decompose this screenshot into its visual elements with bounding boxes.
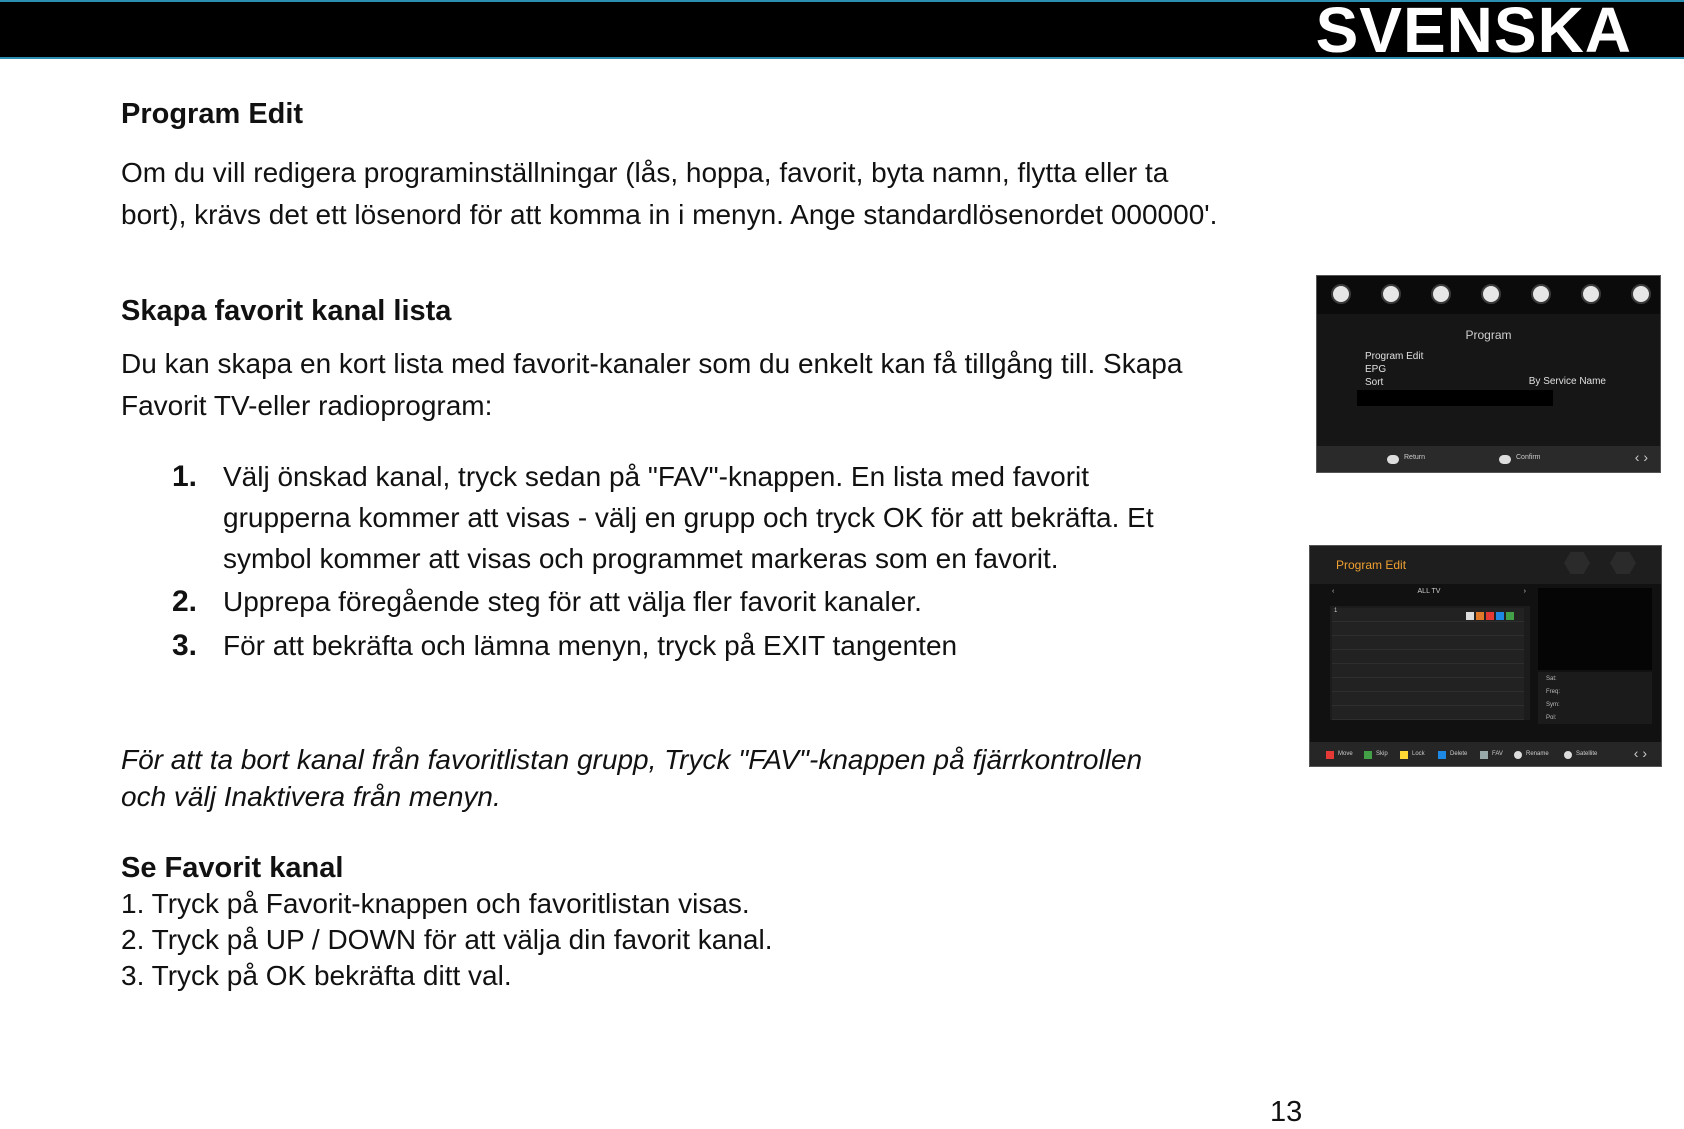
confirm-label: Confirm xyxy=(1516,454,1541,461)
check-icon xyxy=(1481,284,1501,304)
program-menu-screenshot xyxy=(1316,275,1661,473)
page-number: 13 xyxy=(1270,1096,1303,1128)
step-number: 3. xyxy=(172,629,198,662)
hexagon-decoration-icon xyxy=(1564,552,1590,574)
list-item xyxy=(1332,650,1524,664)
step-text: grupperna kommer att visas - välj en grupp och tryck OK för att bekräfta. Et xyxy=(223,502,1154,533)
see-favorite-item-2: 2. Tryck på UP / DOWN för att välja din favorit kanal. xyxy=(121,924,773,955)
step-number: 1. xyxy=(172,460,198,493)
rename-label: Rename xyxy=(1526,751,1549,757)
fav-label: FAV xyxy=(1492,751,1503,757)
program-menu-list xyxy=(1365,350,1423,389)
list-item xyxy=(1332,692,1524,706)
info-sat: Sat: xyxy=(1546,676,1557,682)
green-key-icon xyxy=(1364,751,1372,759)
program-edit-heading: Program Edit xyxy=(121,98,304,130)
remove-note-line-1: För att ta bort kanal från favoritlistan grupp, Tryck "FAV"-knappen på fjärrkontrollen xyxy=(121,744,1143,775)
color-key-footer xyxy=(1310,742,1661,766)
step-text: Välj önskad kanal, tryck sedan på "FAV"-knappen. En lista med favorit xyxy=(223,461,1090,492)
channel-info xyxy=(1538,672,1652,724)
channel-number: 1 xyxy=(1334,608,1338,614)
screen-title: Program xyxy=(1465,328,1512,342)
lock-label: Lock xyxy=(1412,751,1425,757)
skip-icon xyxy=(1506,612,1514,620)
program-edit-line-1: Om du vill redigera programinställningar (lås, hoppa, favorit, byta namn, flytta eller ta xyxy=(121,157,1169,188)
navigation-arrows-icon: ‹ › xyxy=(1633,745,1647,761)
favorite-list-line-1: Du kan skapa en kort lista med favorit-kanaler som du enkelt kan få tillgång till. Skapa xyxy=(121,348,1183,379)
chevron-left-icon: ‹ xyxy=(1332,588,1335,595)
blank-row xyxy=(1357,390,1553,406)
blue-key-icon xyxy=(1438,751,1446,759)
chevron-right-icon: › xyxy=(1523,588,1526,595)
skip-label: Skip xyxy=(1376,751,1388,757)
language-label: SVENSKA xyxy=(1315,0,1632,66)
list-item xyxy=(1332,664,1524,678)
info-sym: Sym: xyxy=(1546,702,1560,708)
list-item xyxy=(1332,706,1524,720)
star-icon xyxy=(1486,612,1494,620)
menu-item-sort: Sort xyxy=(1365,377,1384,388)
menu-item-epg: EPG xyxy=(1365,364,1387,375)
move-label: Move xyxy=(1338,751,1353,757)
navigation-arrows-icon: ‹ › xyxy=(1634,449,1648,465)
program-edit-screenshot xyxy=(1309,545,1662,767)
menu-item-program-edit: Program Edit xyxy=(1365,351,1424,362)
hexagon-decoration-icon xyxy=(1610,552,1636,574)
see-favorite-item-1: 1. Tryck på Favorit-knappen och favoritlistan visas. xyxy=(121,888,750,919)
program-edit-line-2: bort), krävs det ett lösenord för att komma in i menyn. Ange standardlösenordet 000000'. xyxy=(121,199,1218,230)
satellite-label: Satellite xyxy=(1576,751,1598,757)
see-favorite-item-3: 3. Tryck på OK bekräfta ditt val. xyxy=(121,960,512,991)
remove-note-line-2: och välj Inaktivera från menyn. xyxy=(121,781,501,812)
satellite-key-icon xyxy=(1564,751,1572,759)
checkmark-icon xyxy=(1466,612,1474,620)
group-name: ALL TV xyxy=(1417,588,1441,595)
fav-icon xyxy=(1476,612,1484,620)
see-favorite-heading: Se Favorit kanal xyxy=(121,852,344,884)
rename-key-icon xyxy=(1514,751,1522,759)
ok-button-icon xyxy=(1499,455,1511,464)
menu-icon-bar xyxy=(1317,276,1660,314)
step-text: För att bekräfta och lämna menyn, tryck på EXIT tangenten xyxy=(223,630,958,661)
program-icon xyxy=(1381,284,1401,304)
step-number: 2. xyxy=(172,585,198,618)
group-selector xyxy=(1330,588,1528,602)
favorite-list-heading: Skapa favorit kanal lista xyxy=(121,295,452,327)
list-item xyxy=(1332,636,1524,650)
menu-icon xyxy=(1331,284,1351,304)
header-bar xyxy=(0,0,1684,66)
info-freq: Freq: xyxy=(1546,689,1561,695)
search-icon xyxy=(1431,284,1451,304)
screen-footer xyxy=(1317,446,1660,472)
favorite-list-line-2: Favorit TV-eller radioprogram: xyxy=(121,390,493,421)
lock-icon xyxy=(1496,612,1504,620)
list-item xyxy=(1332,622,1524,636)
red-key-icon xyxy=(1326,751,1334,759)
step-text: symbol kommer att visas och programmet markeras som en favorit. xyxy=(223,543,1059,574)
step-text: Upprepa föregående steg för att välja fler favorit kanaler. xyxy=(223,586,922,617)
globe-icon xyxy=(1531,284,1551,304)
screen-title: Program Edit xyxy=(1336,558,1407,572)
info-pol: Pol: xyxy=(1546,715,1557,721)
return-label: Return xyxy=(1404,454,1426,461)
yellow-key-icon xyxy=(1400,751,1408,759)
sort-value: By Service Name xyxy=(1528,376,1606,387)
gear-icon xyxy=(1581,284,1601,304)
delete-label: Delete xyxy=(1450,751,1468,757)
screen-header xyxy=(1310,546,1661,584)
list-item xyxy=(1332,678,1524,692)
video-preview xyxy=(1538,588,1652,670)
fav-key-icon xyxy=(1480,751,1488,759)
channel-list xyxy=(1330,606,1530,720)
tools-icon xyxy=(1631,284,1651,304)
exit-button-icon xyxy=(1387,455,1399,464)
